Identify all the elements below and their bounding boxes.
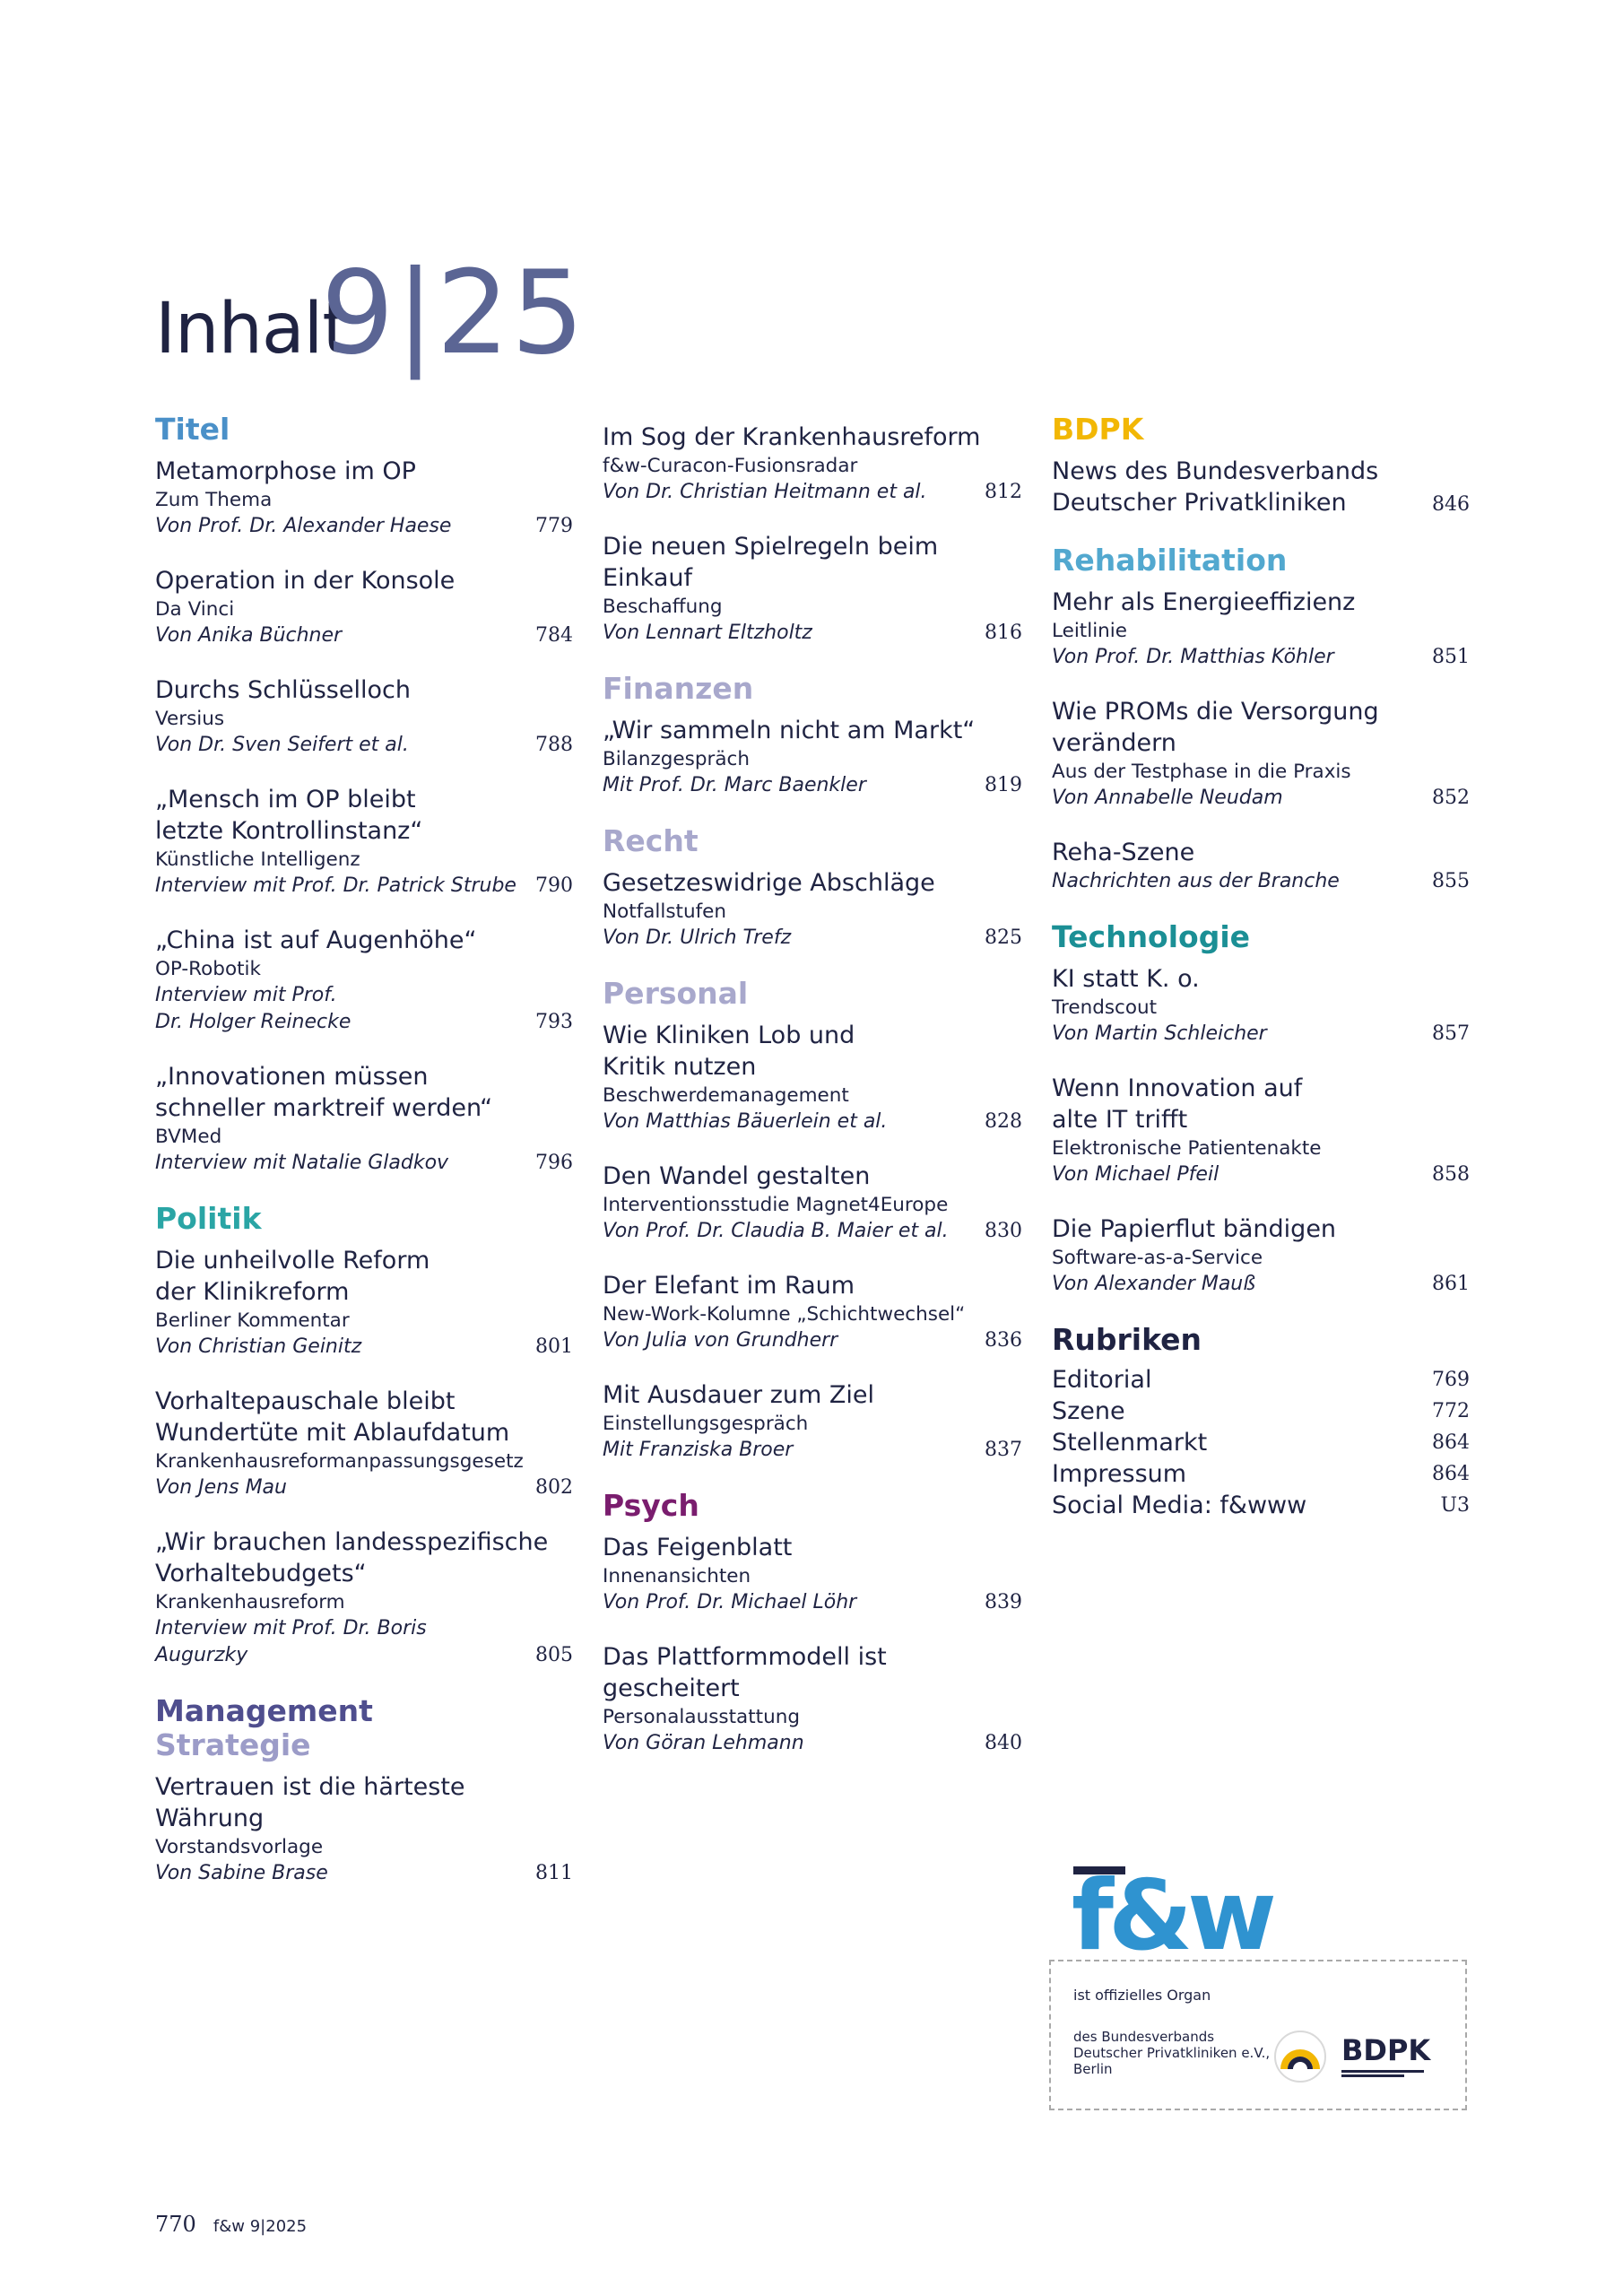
entry-author: Von Jens Mau	[155, 1476, 287, 1499]
entry-author: Nachrichten aus der Branche	[1052, 870, 1340, 892]
rubrik-item[interactable]	[1052, 1458, 1470, 1490]
entry-page-number: 836	[985, 1329, 1022, 1352]
entry-rubric: Einstellungsgespräch	[603, 1413, 809, 1435]
rubrik-item[interactable]	[1052, 1427, 1470, 1458]
entry-list	[1052, 963, 1470, 1298]
toc-entry[interactable]	[603, 1532, 1022, 1616]
entry-title: Im Sog der Krankenhausreform	[603, 423, 981, 451]
entry-page-number: 801	[535, 1335, 573, 1358]
rubrik-page-number: 769	[1432, 1369, 1470, 1391]
section-psych	[603, 1489, 1022, 1757]
entry-rubric: Trendscout	[1052, 996, 1158, 1019]
magazine-issue: f&w 9|2025	[213, 2217, 308, 2236]
toc-entry[interactable]	[1052, 963, 1470, 1048]
entry-page-number: 851	[1432, 646, 1470, 668]
section-subheading[interactable]: Strategie	[155, 1727, 311, 1762]
entry-page-number: 830	[985, 1220, 1022, 1242]
rubrik-item[interactable]	[1052, 1364, 1470, 1396]
toc-entry[interactable]	[603, 1270, 1022, 1354]
entry-author: Von Christian Geinitz	[155, 1335, 362, 1358]
section-rubriken	[1052, 1323, 1470, 1521]
entry-rubric: Personalausstattung	[603, 1706, 800, 1728]
entry-title: Wie Kliniken Lob und Kritik nutzen	[603, 1022, 855, 1081]
organ-line: ist offizielles Organ	[1073, 1987, 1211, 2004]
section-top	[603, 422, 1022, 647]
entry-author: Interview mit Natalie Gladkov	[155, 1152, 449, 1174]
section-heading[interactable]: Politik	[155, 1201, 262, 1236]
entry-rubric: Krankenhausreform	[155, 1591, 345, 1613]
rubrik-label: Impressum	[1052, 1460, 1187, 1488]
entry-author: Von Prof. Dr. Matthias Köhler	[1052, 646, 1334, 668]
toc-column-1	[155, 413, 573, 1912]
entry-title: Mehr als Energieeffizienz	[1052, 588, 1356, 616]
entry-author: Von Michael Pfeil	[1052, 1163, 1219, 1186]
entry-rubric: Software-as-a-Service	[1052, 1247, 1263, 1269]
toc-entry[interactable]	[603, 1020, 1022, 1135]
entry-title: Den Wandel gestalten	[603, 1162, 871, 1190]
entry-author: Mit Franziska Broer	[603, 1439, 794, 1461]
entry-author: Von Dr. Sven Seifert et al.	[155, 734, 409, 756]
page-footer	[155, 2212, 307, 2237]
rubrik-label: Editorial	[1052, 1366, 1152, 1394]
entry-page-number: 802	[535, 1476, 573, 1499]
entry-page-number: 793	[535, 1011, 573, 1033]
entry-author: Von Julia von Grundherr	[603, 1329, 838, 1352]
toc-entry[interactable]	[1052, 456, 1470, 518]
entry-list	[603, 867, 1022, 952]
entry-rubric: Innenansichten	[603, 1565, 751, 1587]
entry-title: Wenn Innovation auf alte IT trifft	[1052, 1074, 1303, 1134]
toc-entry[interactable]	[155, 1526, 573, 1669]
entry-author: Von Martin Schleicher	[1052, 1022, 1267, 1045]
entry-rubric: Berliner Kommentar	[155, 1309, 350, 1332]
entry-page-number: 839	[985, 1591, 1022, 1613]
entry-page-number: 805	[535, 1644, 573, 1666]
entry-list	[155, 456, 573, 1177]
entry-page-number: 852	[1432, 787, 1470, 809]
section-personal	[603, 977, 1022, 1464]
entry-title: Gesetzeswidrige Abschläge	[603, 869, 935, 897]
rubrik-page-number: 864	[1432, 1463, 1470, 1485]
section-rehabilitation	[1052, 544, 1470, 895]
rubrik-item[interactable]	[1052, 1490, 1470, 1521]
page-title: Inhalt	[155, 289, 349, 370]
entry-page-number: 796	[535, 1152, 573, 1174]
entry-page-number: 812	[985, 481, 1022, 503]
fw-bdpk-logo	[1049, 1861, 1471, 2112]
toc-entry[interactable]	[155, 456, 573, 540]
toc-entry[interactable]	[1052, 837, 1470, 895]
section-heading[interactable]: Rubriken	[1052, 1322, 1202, 1357]
entry-author: Von Sabine Brase	[155, 1862, 328, 1884]
entry-rubric: Interventionsstudie Magnet4Europe	[603, 1194, 949, 1216]
toc-entry[interactable]	[1052, 696, 1470, 812]
section-heading[interactable]: Finanzen	[603, 671, 754, 706]
toc-entry[interactable]	[1052, 1213, 1470, 1298]
rubrik-item[interactable]	[1052, 1396, 1470, 1427]
toc-entry[interactable]	[155, 1386, 573, 1501]
entry-page-number: 779	[535, 515, 573, 537]
rubrik-page-number: 864	[1432, 1431, 1470, 1454]
section-heading[interactable]: Technologie	[1052, 919, 1251, 954]
entry-title: Die unheilvolle Reform der Klinikreform	[155, 1247, 430, 1306]
entry-rubric: Krankenhausreformanpassungsgesetz	[155, 1450, 524, 1473]
entry-title: KI statt K. o.	[1052, 965, 1200, 993]
entry-author: Von Annabelle Neudam	[1052, 787, 1283, 809]
entry-title: Vertrauen ist die härteste Währung	[155, 1773, 465, 1832]
entry-list	[1052, 587, 1470, 895]
entry-title: Wie PROMs die Versorgung verändern	[1052, 698, 1379, 757]
entry-author: Von Göran Lehmann	[603, 1732, 804, 1754]
entry-rubric: BVMed	[155, 1126, 222, 1148]
entry-author: Von Matthias Bäuerlein et al.	[603, 1110, 888, 1133]
page-number: 770	[155, 2212, 196, 2237]
entry-title: News des Bundesverbands Deutscher Privatkliniken	[1052, 457, 1379, 517]
entry-author: Interview mit Prof. Dr. Holger Reinecke	[155, 984, 352, 1033]
section-heading[interactable]: Recht	[603, 823, 699, 858]
entry-author: Interview mit Prof. Dr. Patrick Strube	[155, 874, 516, 897]
section-heading[interactable]: Personal	[603, 976, 749, 1011]
toc-entry[interactable]	[603, 867, 1022, 952]
entry-rubric: Zum Thema	[155, 489, 273, 511]
toc-entry[interactable]	[603, 715, 1022, 799]
section-heading[interactable]: Rehabilitation	[1052, 543, 1288, 578]
entry-page-number: 828	[985, 1110, 1022, 1133]
entry-page-number: 855	[1432, 870, 1470, 892]
entry-rubric: Aus der Testphase in die Praxis	[1052, 761, 1351, 783]
section-heading[interactable]: Management	[155, 1693, 373, 1728]
entry-rubric: Leitlinie	[1052, 620, 1128, 642]
toc-entry[interactable]	[155, 1245, 573, 1361]
entry-rubric: Versius	[155, 708, 225, 730]
entry-title: „Mensch im OP bleibt letzte Kontrollinstanz“	[155, 786, 423, 845]
entry-page-number: 861	[1432, 1273, 1470, 1295]
fw-logo: f&w	[1072, 1860, 1271, 1972]
entry-page-number: 857	[1432, 1022, 1470, 1045]
entry-author: Von Prof. Dr. Alexander Haese	[155, 515, 452, 537]
entry-rubric: Künstliche Intelligenz	[155, 848, 360, 871]
entry-page-number: 811	[535, 1862, 573, 1884]
toc-entry[interactable]	[1052, 1073, 1470, 1188]
toc-entry[interactable]	[155, 1771, 573, 1887]
entry-page-number: 837	[985, 1439, 1022, 1461]
entry-page-number: 784	[535, 624, 573, 647]
entry-author: Von Prof. Dr. Claudia B. Maier et al.	[603, 1220, 949, 1242]
entry-title: Reha-Szene	[1052, 839, 1195, 866]
entry-page-number: 858	[1432, 1163, 1470, 1186]
entry-author: Mit Prof. Dr. Marc Baenkler	[603, 774, 866, 796]
rubrik-label: Social Media: f&www	[1052, 1492, 1307, 1519]
entry-title: „China ist auf Augenhöhe“	[155, 926, 477, 954]
entry-title: Mit Ausdauer zum Ziel	[603, 1381, 874, 1409]
rubrik-page-number: 772	[1432, 1400, 1470, 1422]
entry-rubric: Bilanzgespräch	[603, 748, 750, 770]
entry-title: Das Plattformmodell ist gescheitert	[603, 1643, 887, 1702]
section-politik	[155, 1202, 573, 1669]
section-heading[interactable]: Titel	[155, 412, 230, 447]
entry-title: Operation in der Konsole	[155, 567, 456, 595]
entry-rubric: OP-Robotik	[155, 958, 261, 980]
entry-title: Metamorphose im OP	[155, 457, 416, 485]
rubrik-label: Szene	[1052, 1397, 1125, 1425]
entry-title: Die Papierflut bändigen	[1052, 1215, 1337, 1243]
entry-page-number: 790	[535, 874, 573, 897]
toc-entry[interactable]	[155, 925, 573, 1036]
entry-rubric: Beschaffung	[603, 596, 723, 618]
entry-rubric: Notfallstufen	[603, 900, 727, 923]
toc-entry[interactable]	[603, 422, 1022, 506]
section-bdpk	[1052, 413, 1470, 518]
toc-entry[interactable]	[603, 1161, 1022, 1245]
entry-rubric: Elektronische Patientenakte	[1052, 1137, 1322, 1160]
entry-title: „Innovationen müssen schneller marktreif werden“	[155, 1063, 493, 1122]
entry-author: Von Dr. Christian Heitmann et al.	[603, 481, 927, 503]
toc-column-3	[1052, 413, 1470, 1544]
entry-author: Von Prof. Dr. Michael Löhr	[603, 1591, 857, 1613]
entry-page-number: 846	[1432, 493, 1470, 516]
entry-title: Die neuen Spielregeln beim Einkauf	[603, 533, 939, 592]
issue-number: 9|25	[321, 247, 586, 380]
section-heading[interactable]: Psych	[603, 1488, 699, 1523]
toc-entry[interactable]	[603, 531, 1022, 647]
organ-text: des Bundesverbands Deutscher Privatkliniken e.V., Berlin	[1073, 2029, 1271, 2077]
rubrik-page-number: U3	[1440, 1494, 1470, 1517]
bdpk-wordmark: BDPK	[1341, 2033, 1431, 2067]
entry-list	[1052, 456, 1470, 518]
toc-entry[interactable]	[155, 1061, 573, 1177]
entry-title: Das Feigenblatt	[603, 1534, 793, 1561]
entry-rubric: Vorstandsvorlage	[155, 1836, 324, 1858]
entry-rubric: f&w-Curacon-Fusionsradar	[603, 455, 858, 477]
entry-list	[155, 1771, 573, 1887]
entry-list	[603, 1532, 1022, 1757]
entry-page-number: 816	[985, 622, 1022, 644]
entry-title: Vorhaltepauschale bleibt Wundertüte mit Ablaufdatum	[155, 1387, 510, 1447]
entry-page-number: 819	[985, 774, 1022, 796]
toc-entry[interactable]	[155, 784, 573, 900]
bdpk-fine-print	[1341, 2069, 1424, 2078]
entry-list	[603, 422, 1022, 647]
entry-author: Von Lennart Eltzholtz	[603, 622, 812, 644]
toc-entry[interactable]	[1052, 587, 1470, 671]
entry-title: „Wir brauchen landesspezifische Vorhaltebudgets“	[155, 1528, 549, 1587]
rubrik-label: Stellenmarkt	[1052, 1429, 1208, 1457]
entry-author: Von Anika Büchner	[155, 624, 343, 647]
entry-author: Von Dr. Ulrich Trefz	[603, 926, 792, 949]
toc-column-2	[603, 413, 1022, 1782]
entry-rubric: Da Vinci	[155, 598, 235, 621]
entry-title: Durchs Schlüsselloch	[155, 676, 411, 704]
entry-page-number: 825	[985, 926, 1022, 949]
toc-entry[interactable]	[603, 1641, 1022, 1757]
entry-rubric: New-Work-Kolumne „Schichtwechsel“	[603, 1303, 966, 1326]
toc-entry[interactable]	[603, 1379, 1022, 1464]
entry-author: Interview mit Prof. Dr. Boris Augurzky	[155, 1617, 427, 1666]
section-finanzen	[603, 672, 1022, 799]
entry-list	[155, 1245, 573, 1669]
entry-title: Der Elefant im Raum	[603, 1272, 855, 1300]
entry-page-number: 788	[535, 734, 573, 756]
entry-page-number: 840	[985, 1732, 1022, 1754]
section-titel	[155, 413, 573, 1177]
toc-entry[interactable]	[155, 674, 573, 759]
rubriken-list	[1052, 1364, 1470, 1521]
section-technologie	[1052, 920, 1470, 1298]
entry-title: „Wir sammeln nicht am Markt“	[603, 717, 976, 744]
bdpk-emblem-icon	[1273, 2030, 1327, 2083]
section-management	[155, 1694, 573, 1887]
entry-author: Von Alexander Mauß	[1052, 1273, 1256, 1295]
entry-list	[603, 1020, 1022, 1464]
section-heading[interactable]: BDPK	[1052, 412, 1144, 447]
entry-list	[603, 715, 1022, 799]
section-recht	[603, 824, 1022, 952]
entry-rubric: Beschwerdemanagement	[603, 1084, 849, 1107]
toc-entry[interactable]	[155, 565, 573, 649]
